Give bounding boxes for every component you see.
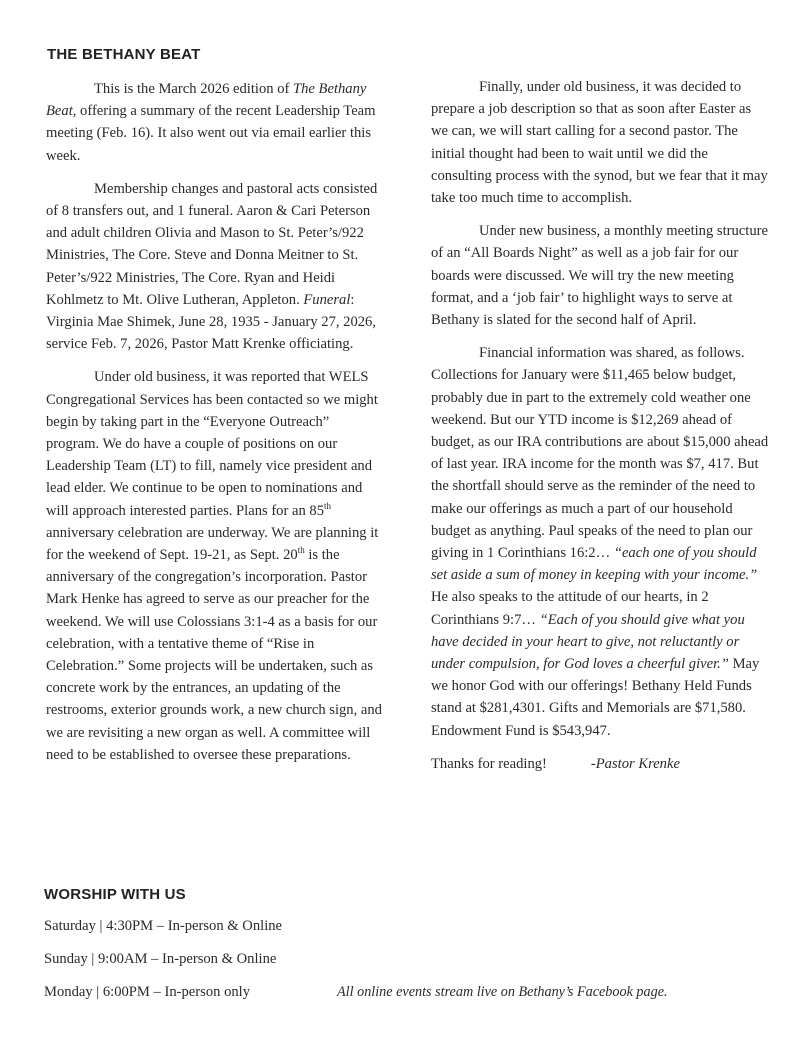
closing-text: Thanks for reading! — [431, 755, 547, 772]
schedule-item: Saturday | 4:30PM – In-person & Online — [44, 918, 283, 934]
paragraph-financial: Financial information was shared, as follows. Collections for January were $11,465 below budget, probably due in part to the extremely cold weather one weekend. But our YTD income is $12,269 ahead of budget, as our IRA contributions are about $15,000 ahead of last year. IRA income for the month was $7, 417. But the shortfall should serve as the reminder of the need to make our offerings as much a part of our household budget as anything. Paul speaks of the need to plan our giving in 1 Corinthians 16:2… “each one of you should set aside a sum of money in keeping with your income.” He also speaks to the attitude of our hearts, in 2 Corinthians 9:7… “Each of you should give what you have decided in your heart to give, not reluctantly or under compulsion, for God loves a cheerful giver.” May we honor God with our offerings! Bethany Held Funds stand at $281,4301. Gifts and Memorials are $71,580. Endowment Fund is $543,947. — [431, 345, 769, 739]
right-column — [431, 76, 771, 786]
paragraph-second-pastor: Finally, under old business, it was decided to prepare a job description so that as soon after Easter as we can, we will start calling for a second pastor. The initial thought had been to wait until we did the consulting process with the synod, but we fear that it may take too much time to accomplish. — [431, 79, 768, 207]
left-column — [46, 78, 384, 777]
paragraph-new-business: Under new business, a monthly meeting structure of an “All Boards Night” as well as a job fair for our boards were discussed. We will try the new meeting format, and a ‘job fair’ to highlight ways to serve at Bethany is slated for the second half of April. — [431, 223, 768, 329]
schedule-item: Sunday | 9:00AM – In-person & Online — [44, 951, 277, 967]
page-title: THE BETHANY BEAT — [47, 46, 201, 63]
closing-line — [431, 753, 771, 775]
schedule-item: Monday | 6:00PM – In-person only — [44, 984, 251, 1000]
paragraph-membership: Membership changes and pastoral acts consisted of 8 transfers out, and 1 funeral. Aaron & Cari Peterson and adult children Olivia and Mason to St. Peter’s/922 Ministries, The Core. Steve and Donna Meitner to St. Peter’s/922 Ministries, The Core. Ryan and Heidi Kohlmetz to Mt. Olive Lutheran, Appleton. Funeral: Virginia Mae Shimek, June 28, 1935 - January 27, 2026, service Feb. 7, 2026, Pastor Matt Krenke officiating. — [46, 180, 378, 353]
paragraph-old-business: Under old business, it was reported that WELS Congregational Services has been contacted so we might begin by taking part in the “Everyone Outreach” program. We do have a couple of positions on our Leadership Team (LT) to fill, namely vice president and lead elder. We continue to be open to nominations and will approach interested parties. Plans for an 85th anniversary celebration are underway. We are planning it for the weekend of Sept. 19-21, as Sept. 20th is the anniversary of the congregation’s incorporation. Pastor Mark Henke has agreed to serve as our preacher for the weekend. We will use Colossians 3:1-4 as a basis for our celebration, with a tentative theme of “Rise in Celebration.” Some projects will be undertaken, such as concrete work by the entrances, an updating of the restrooms, exterior grounds work, a new church sign, and we are revisiting a new organ as well. A committee will need to be established to oversee these preparations. — [46, 369, 382, 763]
worship-heading: WORSHIP WITH US — [44, 886, 186, 903]
stream-note: All online events stream live on Bethany’s Facebook page. — [337, 984, 668, 1000]
paragraph-intro: This is the March 2026 edition of The Bethany Beat, offering a summary of the recent Leadership Team meeting (Feb. 16). It also went out via email earlier this week. — [46, 81, 376, 164]
signature: -Pastor Krenke — [590, 755, 680, 772]
